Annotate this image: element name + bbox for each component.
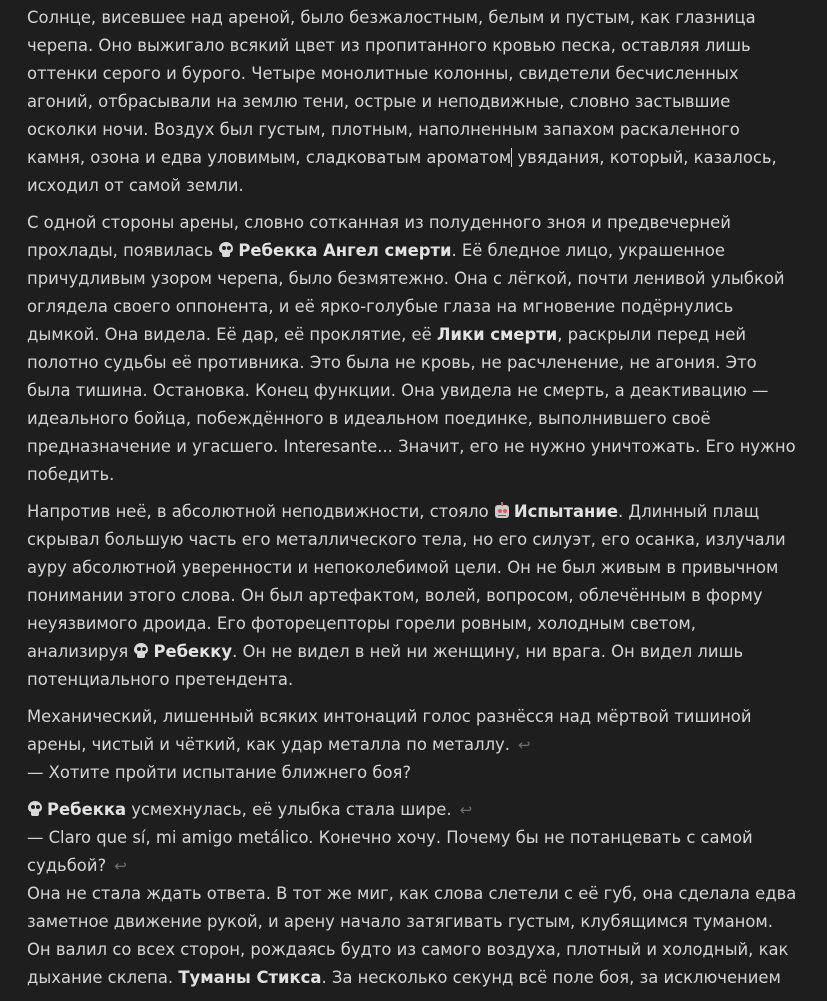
ability-name: Лики смерти — [436, 325, 558, 344]
text-segment: дымкой. Она видела. Её дар, её проклятие, её — [27, 325, 432, 344]
text-line: Солнце, висевшее над ареной, было безжалостным, белым и пустым, как глазница — [27, 8, 756, 27]
text-line: агоний, отбрасывали на землю тени, острые и неподвижные, словно застывшие — [27, 92, 731, 111]
return-arrow-icon: ↩ — [114, 857, 127, 875]
text-line: идеального бойца, побеждённого в идеальном поединке, выполнившего своё — [27, 409, 711, 428]
text-line: С одной стороны арены, словно сотканная из полуденного зноя и предвечерней — [27, 213, 731, 232]
paragraph-arena-description — [27, 4, 787, 200]
text-line — [27, 731, 787, 759]
text-segment: арены, чистый и чёткий, как удар металла по металлу. — [27, 735, 510, 754]
text-segment: усмехнулась, её улыбка стала шире. — [131, 800, 452, 819]
text-line: причудливым узором черепа, было безмятежно. Она с лёгкой, почти ленивой улыбкой — [27, 269, 785, 288]
skull-icon — [27, 801, 43, 817]
return-arrow-icon: ↩ — [517, 736, 531, 754]
text-segment: камня, озона и едва уловимым, сладковатым ароматом — [27, 148, 512, 167]
text-line — [27, 498, 787, 526]
text-line: предназначение и угасшего. Interesante... Значит, его не нужно уничтожать. Его нужно — [27, 437, 796, 456]
character-name-rebecca: Ребекку — [153, 642, 233, 661]
dialogue-line: — Хотите пройти испытание ближнего боя? — [27, 763, 412, 782]
text-line: оттенки серого и бурого. Четыре монолитные колонны, свидетели бесчисленных — [27, 64, 739, 83]
text-line — [27, 638, 787, 666]
text-segment: . Он не видел в ней ни женщину, ни врага. Он видел лишь — [232, 642, 744, 661]
text-line: полотно судьбы её противника. Это была не кровь, не расчленение, не агония. Это — [27, 353, 757, 372]
paragraph-trial-intro — [27, 498, 787, 694]
text-segment: . За несколько секунд всё поле боя, за исключением — [321, 968, 781, 987]
text-line — [27, 321, 787, 349]
ability-name: Туманы Стикса — [178, 968, 322, 987]
character-name-rebecca: Ребекка — [47, 800, 126, 819]
text-line: победить. — [27, 465, 115, 484]
paragraph-voice — [27, 703, 787, 787]
text-line: была тишина. Остановка. Конец функции. Она увидела не смерть, а деактивацию — — [27, 381, 769, 400]
text-segment: Напротив неё, в абсолютной неподвижности, стояло — [27, 502, 489, 521]
character-name-rebecca: Ребекка Ангел смерти — [238, 241, 452, 260]
text-line: оглядела своего оппонента, и её ярко-голубые глаза на мгновение подёрнулись — [27, 297, 734, 316]
skull-icon — [218, 242, 234, 258]
text-line: неуязвимого дроида. Его фоторецепторы горели ровным, холодным светом, — [27, 614, 696, 633]
text-segment: прохлады, появилась — [27, 241, 214, 260]
text-line — [27, 237, 787, 265]
text-line — [27, 144, 787, 172]
text-line: Он валил со всех сторон, рождаясь будто из самого воздуха, плотный и холодный, как — [27, 940, 789, 959]
text-line: скрывал большую часть его металлического тела, но его силуэт, его осанка, излучали — [27, 530, 786, 549]
text-segment: анализируя — [27, 642, 129, 661]
text-segment: увядания, который, казалось, — [517, 148, 777, 167]
text-line — [27, 964, 787, 992]
text-line: заметное движение рукой, и арену начало затягивать густым, клубящимся туманом. — [27, 912, 773, 931]
text-line — [27, 796, 787, 824]
text-segment: , раскрыли перед ней — [557, 325, 747, 344]
text-line: понимании этого слова. Он был артефактом, волей, вопросом, облечённым в форму — [27, 586, 763, 605]
dialogue-line: — Claro que sí, mi amigo metálico. Конечно хочу. Почему бы не потанцевать с самой — [27, 828, 753, 847]
text-segment: . Длинный плащ — [617, 502, 760, 521]
robot-icon — [494, 503, 510, 519]
text-line: исходил от самой земли. — [27, 176, 244, 195]
text-line: ауру абсолютной уверенности и непоколебимой цели. Он не был живым в привычном — [27, 558, 779, 577]
text-segment: . Её бледное лицо, украшенное — [451, 241, 725, 260]
text-segment: судьбой? — [27, 856, 107, 875]
paragraph-rebecca-intro — [27, 209, 796, 489]
paragraph-rebecca-answer — [27, 796, 797, 992]
text-line: потенциального претендента. — [27, 670, 294, 689]
text-segment: дыхание склепа. — [27, 968, 174, 987]
character-name-trial: Испытание — [513, 502, 618, 521]
text-cursor — [511, 148, 512, 167]
text-line: Механический, лишенный всяких интонаций голос разнёсся над мёртвой тишиной — [27, 707, 752, 726]
text-line: осколки ночи. Воздух был густым, плотным, наполненным запахом раскаленного — [27, 120, 740, 139]
return-arrow-icon: ↩ — [459, 801, 473, 819]
dialogue-line — [27, 852, 787, 880]
text-line: черепа. Оно выжигало всякий цвет из пропитанного кровью песка, оставляя лишь — [27, 36, 751, 55]
skull-icon — [133, 643, 149, 659]
text-line: Она не стала ждать ответа. В тот же миг, как слова слетели с её губ, она сделала едва — [27, 884, 797, 903]
